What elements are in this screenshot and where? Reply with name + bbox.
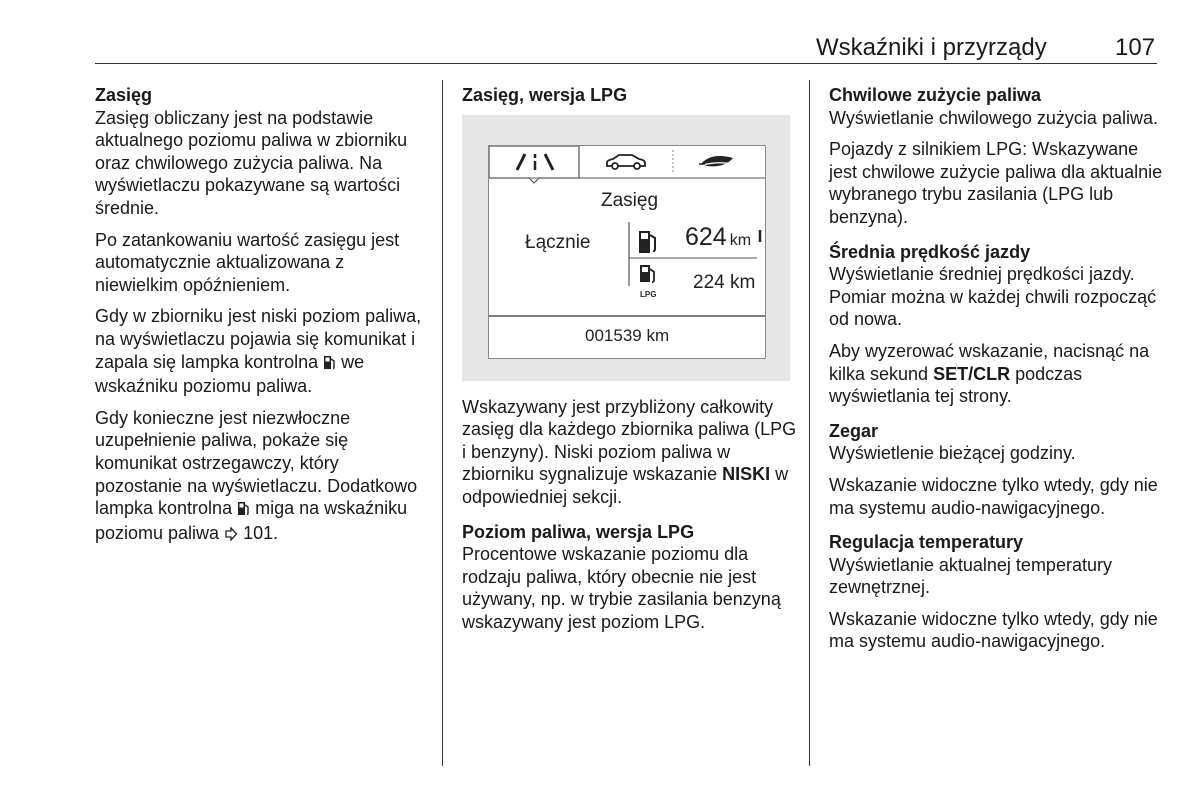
paragraph — [95, 407, 430, 547]
fuel-pump-icon — [323, 353, 336, 376]
fuel-pump-icon — [637, 229, 659, 255]
keyword: NISKI — [722, 464, 771, 485]
paragraph: Wyświetlanie średniej prędkości jazdy. Pomiar można w każdej chwili rozpocząć od nowa. — [829, 264, 1157, 330]
section-range-lpg — [462, 84, 797, 509]
paragraph: Po zatankowaniu wartość zasięgu jest automatycznie aktualizowana z niewielkim opóźnieniem. — [95, 229, 400, 295]
text-run: podczas wyświetlania tej strony. — [829, 363, 1083, 407]
section-heading: Regulacja temperatury — [829, 532, 1024, 553]
lpg-badge: LPG — [640, 289, 657, 299]
section-fuel-level-lpg — [462, 521, 797, 634]
page-number: 107 — [1115, 34, 1156, 61]
odometer-value: 001539 km — [585, 325, 670, 345]
section-heading: Chwilowe zużycie paliwa — [829, 85, 1042, 105]
display-screen — [488, 145, 766, 359]
section-heading: Zasięg — [95, 85, 153, 105]
paragraph — [829, 340, 1164, 408]
column-divider-1 — [442, 80, 443, 766]
section-heading: Średnia prędkość jazdy — [829, 241, 1031, 262]
section-heading: Zegar — [829, 420, 879, 441]
paragraph: Pojazdy z silnikiem LPG: Wskazywane jest chwilowe zużycie paliwa dla aktualnie wybranego trybu zasilania (LPG lub benzyna). — [829, 139, 1163, 227]
display-range-total — [685, 222, 752, 253]
section-clock — [829, 420, 1164, 519]
paragraph: Wyświetlanie chwilowego zużycia paliwa. — [829, 107, 1158, 128]
text-run: we wskaźniku poziomu paliwa. — [95, 351, 365, 397]
display-range-lpg: 224 km — [693, 271, 756, 293]
paragraph: Wskazanie widoczne tylko wtedy, gdy nie ma systemu audio-nawigacyjnego. — [829, 474, 1158, 518]
page-reference[interactable]: 101. — [238, 522, 279, 543]
text-run: miga na wskaźniku poziomu paliwa — [95, 498, 408, 543]
fuel-pump-icon — [237, 499, 250, 522]
section-heading: Poziom paliwa, wersja LPG — [462, 521, 695, 542]
display-label-total: Łącznie — [525, 231, 591, 253]
range-value: 624 — [685, 222, 727, 251]
paragraph — [95, 305, 430, 397]
range-unit: km — [729, 231, 752, 249]
text-run: Gdy w zbiorniku jest niski poziom paliwa, na wyświetlaczu pojawia się komunikat i zapala się lampka kontrolna — [95, 306, 422, 372]
section-range — [95, 84, 430, 546]
keyword: SET/CLR — [933, 363, 1011, 384]
section-instant-consumption — [829, 84, 1164, 229]
column-divider-2 — [809, 80, 810, 766]
paragraph: Wyświetlenie bieżącej godziny. — [829, 443, 1076, 464]
section-average-speed — [829, 241, 1164, 408]
paragraph — [462, 396, 797, 509]
text-run: w odpowiedniej sekcji. — [462, 464, 789, 507]
header-divider — [95, 63, 1157, 64]
display-title: Zasięg — [601, 189, 659, 211]
section-heading: Zasięg, wersja LPG — [462, 85, 628, 105]
text-run: Aby wyzerować wskazanie, nacisnąć na kilka sekund — [829, 340, 1150, 384]
column-2 — [462, 84, 797, 643]
instrument-display-illustration — [462, 115, 790, 381]
paragraph: Procentowe wskazanie poziomu dla rodzaju paliwa, który obecnie nie jest używany, np. w trybie zasilania benzyną wskazywany jest poziom LPG. — [462, 544, 781, 632]
paragraph: Wskazanie widoczne tylko wtedy, gdy nie ma systemu audio-nawigacyjnego. — [829, 608, 1158, 652]
column-3 — [829, 84, 1164, 662]
column-1 — [95, 84, 430, 555]
text-run: Wskazywany jest przybliżony całkowity zasięg dla każdego zbiornika paliwa (LPG i benzyny). Niski poziom paliwa w zbiorniku sygnalizuje wskazanie — [462, 396, 797, 485]
arrow-right-outline-icon[interactable] — [224, 524, 238, 547]
section-temperature — [829, 531, 1164, 653]
paragraph: Zasięg obliczany jest na podstawie aktualnego poziomu paliwa w zbiorniku oraz chwilowego zużycia paliwa. Na wyświetlaczu pokazywane są wartości średnie. — [95, 107, 408, 218]
page-header-title: Wskaźniki i przyrządy — [816, 34, 1047, 61]
paragraph: Wyświetlanie aktualnej temperatury zewnętrznej. — [829, 554, 1112, 598]
text-run: Gdy konieczne jest niezwłoczne uzupełnienie paliwa, pokaże się komunikat ostrzegawczy, który pozostanie na wyświetlaczu. Dodatkowo lampka kontrolna — [95, 407, 418, 519]
